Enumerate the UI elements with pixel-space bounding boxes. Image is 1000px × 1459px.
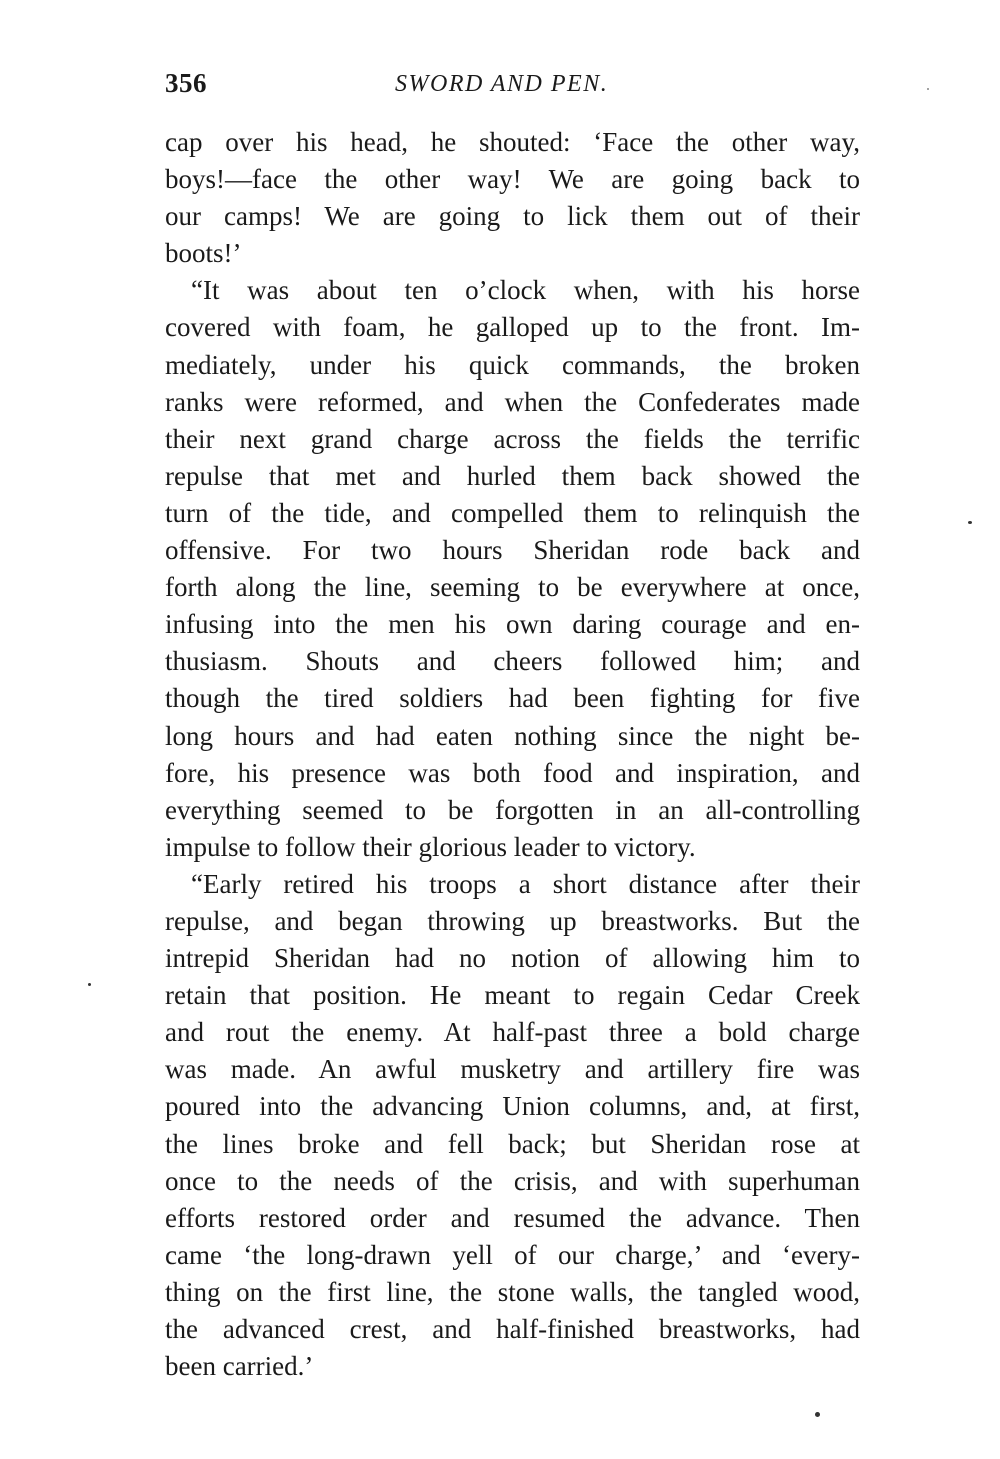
text-line: mediately, under his quick commands, the broken bbox=[165, 349, 860, 380]
text-line: been carried.’ bbox=[165, 1351, 314, 1382]
text-line: long hours and had eaten nothing since the night be- bbox=[165, 720, 860, 751]
body-text bbox=[165, 124, 860, 1385]
text-line: forth along the line, seeming to be everywhere at once, bbox=[165, 572, 860, 603]
scan-speck bbox=[968, 521, 972, 524]
text-line: once to the needs of the crisis, and with superhuman bbox=[165, 1165, 860, 1196]
text-line: their next grand charge across the fields the terrific bbox=[165, 423, 860, 454]
scan-speck bbox=[815, 1412, 820, 1417]
text-line: “It was about ten o’clock when, with his horse bbox=[191, 275, 860, 306]
running-title: SWORD AND PEN. bbox=[395, 71, 609, 97]
text-line: impulse to follow their glorious leader to victory. bbox=[165, 831, 696, 862]
scan-speck bbox=[88, 983, 91, 986]
text-line: ranks were reformed, and when the Confederates made bbox=[165, 386, 860, 417]
text-line: though the tired soldiers had been fighting for five bbox=[165, 683, 860, 714]
text-line: poured into the advancing Union columns, and, at first, bbox=[165, 1091, 860, 1122]
text-line: infusing into the men his own daring courage and en- bbox=[165, 609, 860, 640]
text-line: “Early retired his troops a short distance after their bbox=[191, 868, 860, 899]
text-line: intrepid Sheridan had no notion of allowing him to bbox=[165, 943, 860, 974]
text-line: retain that position. He meant to regain Cedar Creek bbox=[165, 980, 860, 1011]
text-line: was made. An awful musketry and artillery fire was bbox=[165, 1054, 860, 1085]
text-line: cap over his head, he shouted: ‘Face the other way, bbox=[165, 127, 860, 157]
text-line: efforts restored order and resumed the advance. Then bbox=[165, 1202, 860, 1233]
scan-speck bbox=[927, 88, 929, 90]
text-line: turn of the tide, and compelled them to relinquish the bbox=[165, 497, 860, 528]
text-line: our camps! We are going to lick them out of their bbox=[165, 201, 860, 232]
text-line: everything seemed to be forgotten in an all-controlling bbox=[165, 794, 860, 825]
text-line: offensive. For two hours Sheridan rode back and bbox=[165, 535, 860, 566]
text-line: thusiasm. Shouts and cheers followed him; and bbox=[165, 646, 860, 677]
text-line: repulse, and began throwing up breastworks. But the bbox=[165, 905, 860, 936]
text-line: the advanced crest, and half-finished breastworks, had bbox=[165, 1314, 860, 1344]
page-header bbox=[165, 68, 860, 108]
text-line: the lines broke and fell back; but Sheridan rose at bbox=[165, 1128, 860, 1159]
text-line: and rout the enemy. At half-past three a bold charge bbox=[165, 1017, 860, 1048]
text-line: thing on the first line, the stone walls, the tangled wood, bbox=[165, 1276, 860, 1307]
text-line: fore, his presence was both food and inspiration, and bbox=[165, 757, 860, 788]
text-line: repulse that met and hurled them back showed the bbox=[165, 460, 860, 491]
text-line: came ‘the long-drawn yell of our charge,’ and ‘every- bbox=[165, 1239, 860, 1270]
text-line: boys!—face the other way! We are going back to bbox=[165, 164, 860, 195]
text-line: boots!’ bbox=[165, 238, 242, 269]
page-number: 356 bbox=[165, 68, 207, 98]
text-line: covered with foam, he galloped up to the front. Im- bbox=[165, 312, 860, 343]
